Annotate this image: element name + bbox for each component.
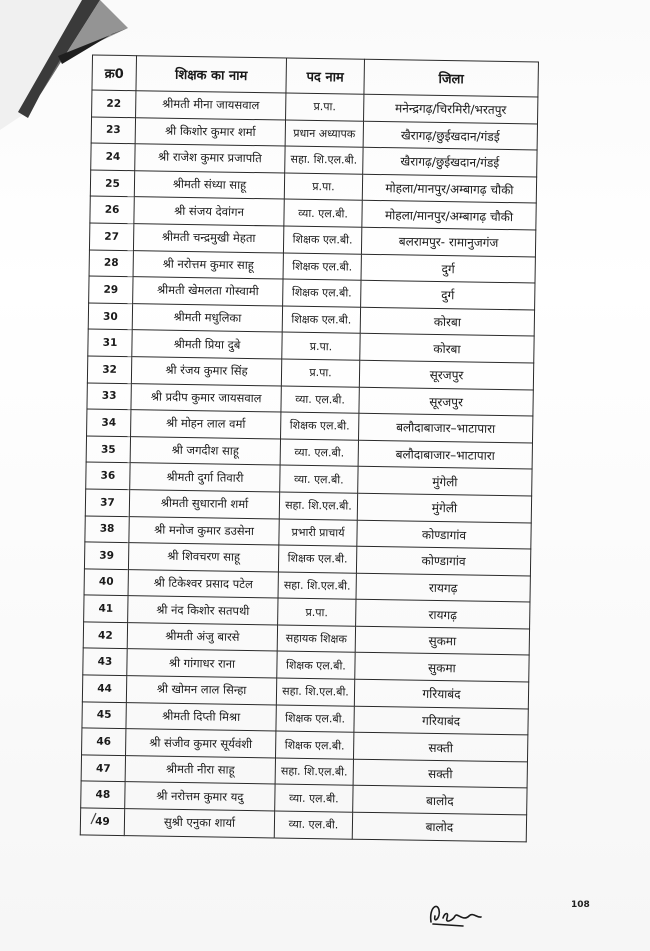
serial-number-cell: 23 [91, 117, 135, 144]
teacher-name-cell: श्रीमती मधुलिका [132, 303, 282, 332]
teacher-name-cell: श्रीमती सुधारानी शर्मा [129, 490, 279, 519]
teacher-name-cell: श्रीमती चन्द्रमुखी मेहता [133, 224, 283, 253]
designation-cell: सहा. शि.एल.बी. [279, 492, 357, 520]
district-cell: सुकमा [355, 653, 529, 682]
serial-number-cell: 41 [84, 595, 128, 622]
district-cell: दुर्ग [361, 280, 535, 309]
teacher-name-cell: श्री टिकेश्वर प्रसाद पटेल [128, 569, 278, 598]
teacher-name-cell: श्री शिवचरण साहू [128, 543, 278, 572]
teacher-name-cell: श्रीमती नीरा साहू [125, 755, 275, 784]
designation-cell: सहा. शि.एल.बी. [275, 758, 353, 786]
district-cell: कोरबा [360, 307, 534, 336]
teacher-name-cell: श्रीमती संध्या साहू [134, 170, 284, 199]
header-serial: क्र0 [92, 55, 137, 91]
serial-number-cell: 44 [82, 675, 126, 702]
designation-cell: व्या. एल.बी. [284, 199, 362, 227]
teacher-name-cell: श्री मोहन लाल वर्मा [131, 410, 281, 439]
header-teacher-name: शिक्षक का नाम [136, 56, 287, 93]
serial-number-cell: 49 [80, 808, 124, 835]
designation-cell: प्र.पा. [286, 93, 364, 121]
designation-cell: व्या. एल.बी. [280, 439, 358, 467]
teacher-name-cell: श्रीमती दुर्गा तिवारी [130, 463, 280, 492]
serial-number-cell: 34 [87, 409, 131, 436]
serial-number-cell: 27 [89, 223, 133, 250]
district-cell: मनेन्द्रगढ़/चिरमिरी/भरतपुर [364, 94, 538, 123]
designation-cell: प्र.पा. [278, 598, 356, 626]
serial-number-cell: 29 [89, 276, 133, 303]
teacher-name-cell: श्री नरोत्तम कुमार साहू [133, 250, 283, 279]
district-cell: सक्ती [353, 759, 527, 788]
serial-number-cell: 36 [86, 462, 130, 489]
teacher-name-cell: श्रीमती प्रिया दुबे [132, 330, 282, 359]
signature-icon [423, 898, 493, 928]
district-cell: मोहला/मानपुर/अम्बागढ़ चौकी [362, 201, 536, 230]
district-cell: सूरजपुर [359, 387, 533, 416]
serial-number-cell: 45 [82, 702, 126, 729]
teacher-name-cell: श्री राजेश कुमार प्रजापति [135, 144, 285, 173]
serial-number-cell: 22 [92, 90, 136, 117]
teacher-name-cell: श्री जगदीश साहू [130, 436, 280, 465]
district-cell: कोण्डागांव [357, 520, 531, 549]
designation-cell: शिक्षक एल.बी. [283, 253, 361, 281]
teacher-table [80, 54, 539, 842]
designation-cell: व्या. एल.बी. [281, 386, 359, 414]
designation-cell: प्रभारी प्राचार्य [279, 518, 357, 546]
district-cell: खैरागढ़/छुईखदान/गंडई [363, 121, 537, 150]
serial-number-cell: 32 [87, 356, 131, 383]
teacher-name-cell: श्री प्रदीप कुमार जायसवाल [131, 383, 281, 412]
teacher-name-cell: सुश्री एनुका शार्या [124, 809, 274, 838]
designation-cell: प्र.पा. [281, 359, 359, 387]
serial-number-cell: 33 [87, 382, 131, 409]
designation-cell: शिक्षक एल.बी. [283, 279, 361, 307]
teacher-name-cell: श्री नरोत्तम कुमार यदु [125, 782, 275, 811]
teacher-name-cell: श्री खोमन लाल सिन्हा [126, 676, 276, 705]
district-cell: सक्ती [353, 732, 527, 761]
designation-cell: सहा. शि.एल.बी. [278, 572, 356, 600]
serial-number-cell: 35 [86, 436, 130, 463]
designation-cell: सहा. शि.एल.बी. [285, 146, 363, 174]
serial-number-cell: 31 [88, 329, 132, 356]
district-cell: बालोद [352, 812, 526, 841]
district-cell: दुर्ग [361, 254, 535, 283]
serial-number-cell: 42 [83, 622, 127, 649]
table-body [80, 90, 538, 842]
teacher-name-cell: श्री किशोर कुमार शर्मा [135, 117, 285, 146]
district-cell: सूरजपुर [359, 360, 533, 389]
serial-number-cell: 26 [90, 196, 134, 223]
designation-cell: शिक्षक एल.बी. [283, 226, 361, 254]
district-cell: रायगढ़ [356, 599, 530, 628]
teacher-name-cell: श्रीमती दिप्ती मिश्रा [126, 702, 276, 731]
teacher-name-cell: श्री संजीव कुमार सूर्यवंशी [126, 729, 276, 758]
serial-number-cell: 43 [83, 648, 127, 675]
designation-cell: व्या. एल.बी. [280, 465, 358, 493]
page-number: 108 [571, 900, 590, 910]
district-cell: कोण्डागांव [356, 546, 530, 575]
designation-cell: प्र.पा. [284, 173, 362, 201]
designation-cell: व्या. एल.बी. [274, 811, 352, 839]
district-cell: सुकमा [355, 626, 529, 655]
teacher-name-cell: श्रीमती खेमलता गोस्वामी [133, 277, 283, 306]
serial-number-cell: 28 [89, 250, 133, 277]
header-designation: पद नाम [286, 58, 365, 94]
serial-number-cell: 24 [91, 143, 135, 170]
serial-number-cell: 38 [85, 515, 129, 542]
designation-cell: शिक्षक एल.बी. [277, 651, 355, 679]
designation-cell: सहायक शिक्षक [277, 625, 355, 653]
header-district: जिला [364, 59, 539, 97]
serial-number-cell: 25 [90, 170, 134, 197]
designation-cell: शिक्षक एल.बी. [278, 545, 356, 573]
designation-cell: शिक्षक एल.बी. [281, 412, 359, 440]
serial-number-cell: 30 [88, 303, 132, 330]
district-cell: मुंगेली [358, 467, 532, 496]
serial-number-cell: 40 [84, 569, 128, 596]
serial-number-cell: 46 [82, 728, 126, 755]
designation-cell: सहा. शि.एल.बी. [276, 678, 354, 706]
serial-number-cell: 47 [81, 755, 125, 782]
designation-cell: व्या. एल.बी. [275, 784, 353, 812]
designation-cell: शिक्षक एल.बी. [276, 731, 354, 759]
teacher-list-sheet [79, 54, 538, 883]
serial-number-cell: 37 [85, 489, 129, 516]
district-cell: मोहला/मानपुर/अम्बागढ़ चौकी [362, 174, 536, 203]
district-cell: बलौदाबाजार–भाटापारा [358, 440, 532, 469]
district-cell: गरियाबंद [354, 679, 528, 708]
table-row [80, 808, 526, 842]
designation-cell: शिक्षक एल.बी. [276, 705, 354, 733]
teacher-name-cell: श्री रंजय कुमार सिंह [131, 357, 281, 386]
teacher-name-cell: श्रीमती अंजु बारसे [127, 623, 277, 652]
teacher-name-cell: श्री गांगाधर राना [127, 649, 277, 678]
district-cell: कोरबा [360, 334, 534, 363]
teacher-name-cell: श्रीमती मीना जायसवाल [136, 91, 286, 120]
serial-number-cell: 48 [81, 781, 125, 808]
teacher-name-cell: श्री नंद किशोर सतपथी [128, 596, 278, 625]
district-cell: मुंगेली [357, 493, 531, 522]
district-cell: रायगढ़ [356, 573, 530, 602]
designation-cell: प्रधान अध्यापक [285, 120, 363, 148]
district-cell: खैरागढ़/छुईखदान/गंडई [363, 147, 537, 176]
designation-cell: शिक्षक एल.बी. [282, 306, 360, 334]
district-cell: बलरामपुर- रामानुजगंज [361, 227, 535, 256]
designation-cell: प्र.पा. [282, 332, 360, 360]
serial-number-cell: 39 [84, 542, 128, 569]
teacher-name-cell: श्री मनोज कुमार डउसेना [129, 516, 279, 545]
district-cell: गरियाबंद [354, 706, 528, 735]
district-cell: बालोद [353, 786, 527, 815]
teacher-name-cell: श्री संजय देवांगन [134, 197, 284, 226]
district-cell: बलौदाबाजार–भाटापारा [359, 413, 533, 442]
pen-mark [88, 812, 98, 826]
